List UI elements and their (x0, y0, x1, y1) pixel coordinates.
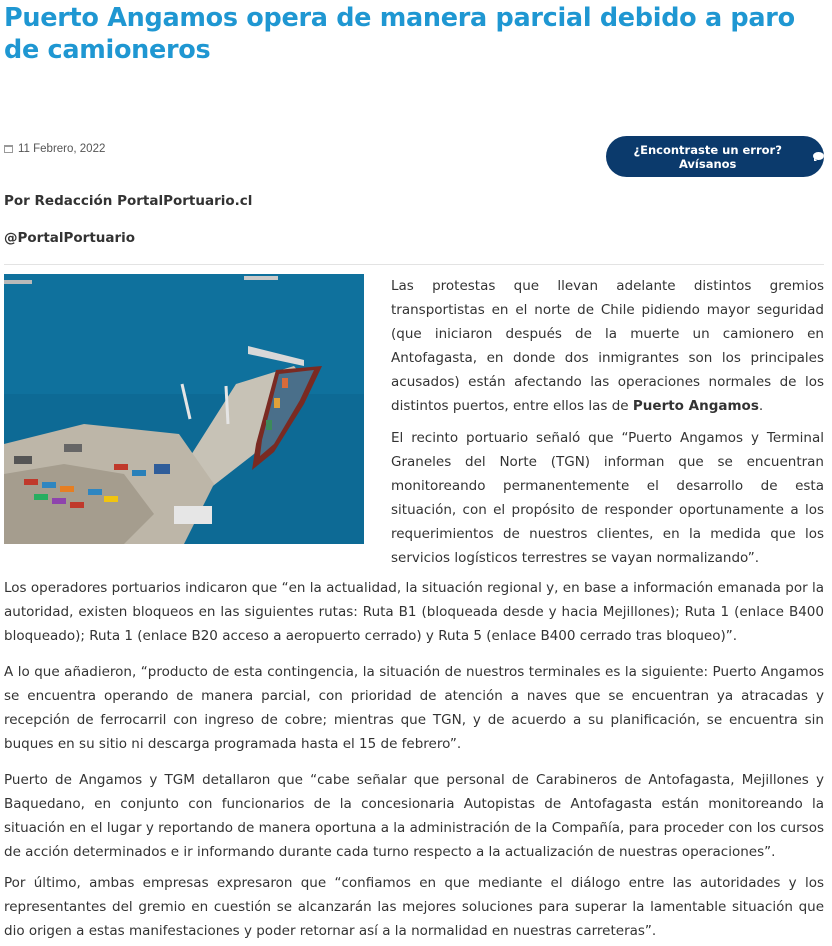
article-paragraph-2: El recinto portuario señaló que “Puerto Angamos y Terminal Graneles del Norte (TGN) informan que se encuentran monitoreando permanentemente el desarrollo de esta situación, con el propósito de responder oportunamente a los requerimientos de nuestros clientes, en la medida que los servicios logísticos terrestres se vayan normalizando”. (391, 430, 824, 566)
article-paragraph-1: Las protestas que llevan adelante distintos gremios transportistas en el norte de Chile pidiendo mayor seguridad (que iniciaron después de la muerte un camionero en Antofagasta, en donde dos inmigrantes son los principales acusados) están afectando las operaciones normales de los distintos puertos, entre ellos las de Puerto Angamos. (391, 278, 824, 414)
article-paragraph-6: Por último, ambas empresas expresaron que “confiamos en que mediante el diálogo entre las autoridades y los representantes del gremio en cuestión se alcanzarán las mejores soluciones para superar la lamentable situación que dio origen a estas manifestaciones y poder retornar así a la normalidad en nuestras carreteras”. (4, 875, 824, 939)
byline-handle[interactable]: @PortalPortuario (4, 230, 136, 246)
publish-date-text: 11 Febrero, 2022 (18, 143, 106, 155)
port-aerial-photo (4, 274, 364, 544)
article-paragraph-3: Los operadores portuarios indicaron que “en la actualidad, la situación regional y, en base a información emanada por la autoridad, existen bloqueos en las siguientes rutas: Ruta B1 (bloqueada desde y hacia Mejillones); Ruta 1 (enlace B400 bloqueado); Ruta 1 (enlace B20 acceso a aeropuerto cerrado) y Ruta 5 (enlace B400 cerrado tras bloqueo)”. (4, 580, 824, 644)
chat-bubble-icon (813, 152, 824, 161)
article-paragraph-4: A lo que añadieron, “producto de esta contingencia, la situación de nuestros terminales es la siguiente: Puerto Angamos se encuentra operando de manera parcial, con prioridad de atención a naves que se encuentran ya atracadas y recepción de ferrocarril con ingreso de cobre; mientras que TGN, y de acuerdo a su planificación, se encuentra sin buques en su sitio ni descarga programada hasta el 15 de febrero”. (4, 664, 824, 752)
byline-author: Por Redacción PortalPortuario.cl (4, 193, 253, 209)
header-divider (4, 264, 824, 265)
article-title: Puerto Angamos opera de manera parcial debido a paro de camioneros (4, 3, 795, 65)
calendar-icon (4, 145, 13, 153)
publish-date (4, 143, 105, 155)
report-error-label: ¿Encontraste un error? Avísanos (633, 142, 782, 171)
report-error-button[interactable] (606, 136, 824, 177)
article-paragraph-5: Puerto de Angamos y TGM detallaron que “cabe señalar que personal de Carabineros de Antofagasta, Mejillones y Baquedano, en conjunto con funcionarios de la concesionaria Autopistas de Antofagasta están monitoreando la situación en el lugar y reportando de manera oportuna a la administración de la Compañía, para proceder con los cursos de acción determinados e ir informando durante cada turno respecto a la actualización de nuestras operaciones”. (4, 772, 824, 860)
puerto-angamos-bold: Puerto Angamos (632, 398, 759, 414)
port-aerial-illustration (4, 274, 364, 544)
